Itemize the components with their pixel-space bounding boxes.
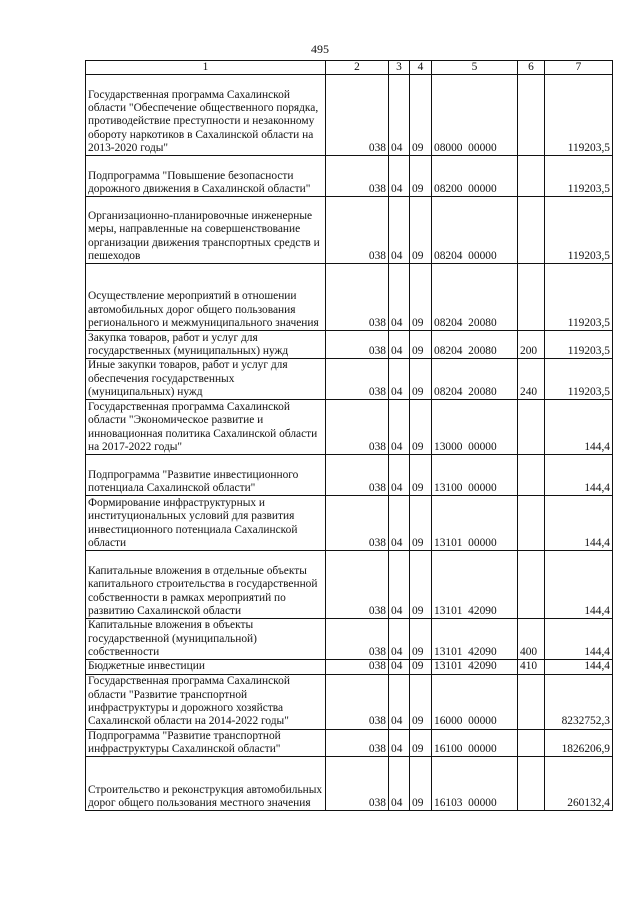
- row-subsection-cell: 09: [410, 75, 432, 156]
- row-code-cell: 038: [326, 619, 389, 660]
- row-section-cell: 04: [389, 496, 410, 551]
- row-subsection-cell: 09: [410, 455, 432, 496]
- row-expense-type-cell: [518, 455, 545, 496]
- header-col-5: 5: [432, 61, 518, 75]
- row-subsection-cell: 09: [410, 660, 432, 674]
- row-expense-type-cell: [518, 729, 545, 757]
- budget-table: [85, 60, 613, 811]
- row-target-code-cell: 13101 42090: [432, 660, 518, 674]
- row-expense-type-cell: [518, 496, 545, 551]
- row-section-cell: 04: [389, 729, 410, 757]
- row-subsection-cell: 09: [410, 674, 432, 729]
- row-name-cell: Строительство и реконструкция автомобильных дорог общего пользования местного значения: [86, 757, 326, 811]
- row-subsection-cell: 09: [410, 400, 432, 455]
- table-row: [86, 359, 613, 400]
- table-row: [86, 75, 613, 156]
- row-code-cell: 038: [326, 331, 389, 359]
- row-target-code-cell: 13101 42090: [432, 551, 518, 619]
- row-target-code-cell: 08204 20080: [432, 331, 518, 359]
- row-amount-cell: 144,4: [545, 660, 613, 674]
- row-name-cell: Государственная программа Сахалинской области "Экономическое развитие и инновационная политика Сахалинской области на 2017-2022 годы": [86, 400, 326, 455]
- row-expense-type-cell: [518, 197, 545, 264]
- row-code-cell: 038: [326, 359, 389, 400]
- row-subsection-cell: 09: [410, 264, 432, 331]
- row-expense-type-cell: [518, 757, 545, 811]
- row-target-code-cell: 13000 00000: [432, 400, 518, 455]
- row-target-code-cell: 13100 00000: [432, 455, 518, 496]
- table-row: [86, 264, 613, 331]
- header-row: [86, 61, 613, 75]
- row-code-cell: 038: [326, 156, 389, 197]
- row-section-cell: 04: [389, 75, 410, 156]
- row-target-code-cell: 08204 20080: [432, 264, 518, 331]
- page-number: 495: [311, 42, 329, 56]
- row-subsection-cell: 09: [410, 619, 432, 660]
- row-amount-cell: 119203,5: [545, 331, 613, 359]
- row-section-cell: 04: [389, 551, 410, 619]
- row-code-cell: 038: [326, 757, 389, 811]
- row-target-code-cell: 13101 00000: [432, 496, 518, 551]
- table-row: [86, 551, 613, 619]
- row-code-cell: 038: [326, 264, 389, 331]
- row-name-cell: Государственная программа Сахалинской области "Развитие транспортной инфраструктуры и дорожного хозяйства Сахалинской области на 2014-2022 годы": [86, 674, 326, 729]
- row-name-cell: Подпрограмма "Развитие транспортной инфраструктуры Сахалинской области": [86, 729, 326, 757]
- table-row: [86, 156, 613, 197]
- table-row: [86, 197, 613, 264]
- row-name-cell: Капитальные вложения в отдельные объекты капитального строительства в государственной собственности в рамках мероприятий по развитию Сахалинской области: [86, 551, 326, 619]
- table-row: [86, 400, 613, 455]
- row-amount-cell: 119203,5: [545, 156, 613, 197]
- table-row: [86, 496, 613, 551]
- row-subsection-cell: 09: [410, 197, 432, 264]
- table-row: [86, 455, 613, 496]
- row-section-cell: 04: [389, 660, 410, 674]
- row-name-cell: Капитальные вложения в объекты государственной (муниципальной) собственности: [86, 619, 326, 660]
- row-name-cell: Государственная программа Сахалинской области "Обеспечение общественного порядка, противодействие преступности и незаконному обороту наркотиков в Сахалинской области на 2013-2020 годы": [86, 75, 326, 156]
- table-row: [86, 674, 613, 729]
- row-subsection-cell: 09: [410, 757, 432, 811]
- row-section-cell: 04: [389, 400, 410, 455]
- header-col-6: 6: [518, 61, 545, 75]
- header-col-3: 3: [389, 61, 410, 75]
- table-row: [86, 660, 613, 674]
- row-subsection-cell: 09: [410, 496, 432, 551]
- table-row: [86, 619, 613, 660]
- row-amount-cell: 8232752,3: [545, 674, 613, 729]
- row-amount-cell: 119203,5: [545, 264, 613, 331]
- row-section-cell: 04: [389, 264, 410, 331]
- header-col-4: 4: [410, 61, 432, 75]
- header-col-7: 7: [545, 61, 613, 75]
- row-code-cell: 038: [326, 729, 389, 757]
- row-amount-cell: 144,4: [545, 455, 613, 496]
- row-amount-cell: 1826206,9: [545, 729, 613, 757]
- table-body: [86, 75, 613, 811]
- row-target-code-cell: 08204 00000: [432, 197, 518, 264]
- row-name-cell: Организационно-планировочные инженерные меры, направленные на совершенствование организации движения транспортных средств и пешеходов: [86, 197, 326, 264]
- row-amount-cell: 119203,5: [545, 359, 613, 400]
- row-code-cell: 038: [326, 455, 389, 496]
- row-expense-type-cell: [518, 674, 545, 729]
- row-name-cell: Подпрограмма "Повышение безопасности дорожного движения в Сахалинской области": [86, 156, 326, 197]
- row-name-cell: Иные закупки товаров, работ и услуг для обеспечения государственных (муниципальных) нужд: [86, 359, 326, 400]
- row-amount-cell: 260132,4: [545, 757, 613, 811]
- row-section-cell: 04: [389, 619, 410, 660]
- row-section-cell: 04: [389, 455, 410, 496]
- row-code-cell: 038: [326, 674, 389, 729]
- row-code-cell: 038: [326, 660, 389, 674]
- row-expense-type-cell: 200: [518, 331, 545, 359]
- row-name-cell: Осуществление мероприятий в отношении автомобильных дорог общего пользования регионального и межмуниципального значения: [86, 264, 326, 331]
- row-section-cell: 04: [389, 197, 410, 264]
- row-expense-type-cell: [518, 156, 545, 197]
- row-subsection-cell: 09: [410, 359, 432, 400]
- header-col-1: 1: [86, 61, 326, 75]
- row-expense-type-cell: 400: [518, 619, 545, 660]
- row-subsection-cell: 09: [410, 729, 432, 757]
- row-section-cell: 04: [389, 359, 410, 400]
- row-code-cell: 038: [326, 75, 389, 156]
- row-target-code-cell: 08000 00000: [432, 75, 518, 156]
- row-target-code-cell: 08200 00000: [432, 156, 518, 197]
- row-expense-type-cell: 240: [518, 359, 545, 400]
- row-code-cell: 038: [326, 400, 389, 455]
- row-amount-cell: 144,4: [545, 619, 613, 660]
- row-code-cell: 038: [326, 197, 389, 264]
- row-name-cell: Формирование инфраструктурных и институциональных условий для развития инвестиционного потенциала Сахалинской области: [86, 496, 326, 551]
- row-target-code-cell: 16103 00000: [432, 757, 518, 811]
- row-section-cell: 04: [389, 674, 410, 729]
- row-section-cell: 04: [389, 757, 410, 811]
- row-code-cell: 038: [326, 496, 389, 551]
- row-subsection-cell: 09: [410, 156, 432, 197]
- row-section-cell: 04: [389, 156, 410, 197]
- row-name-cell: Подпрограмма "Развитие инвестиционного потенциала Сахалинской области": [86, 455, 326, 496]
- table-row: [86, 729, 613, 757]
- table-row: [86, 331, 613, 359]
- row-target-code-cell: 16100 00000: [432, 729, 518, 757]
- row-expense-type-cell: [518, 551, 545, 619]
- row-amount-cell: 119203,5: [545, 197, 613, 264]
- row-expense-type-cell: 410: [518, 660, 545, 674]
- row-name-cell: Закупка товаров, работ и услуг для государственных (муниципальных) нужд: [86, 331, 326, 359]
- row-target-code-cell: 08204 20080: [432, 359, 518, 400]
- row-name-cell: Бюджетные инвестиции: [86, 660, 326, 674]
- row-target-code-cell: 16000 00000: [432, 674, 518, 729]
- row-amount-cell: 144,4: [545, 400, 613, 455]
- row-amount-cell: 119203,5: [545, 75, 613, 156]
- row-code-cell: 038: [326, 551, 389, 619]
- row-subsection-cell: 09: [410, 331, 432, 359]
- header-col-2: 2: [326, 61, 389, 75]
- row-expense-type-cell: [518, 264, 545, 331]
- row-target-code-cell: 13101 42090: [432, 619, 518, 660]
- row-section-cell: 04: [389, 331, 410, 359]
- table-row: [86, 757, 613, 811]
- row-amount-cell: 144,4: [545, 551, 613, 619]
- row-amount-cell: 144,4: [545, 496, 613, 551]
- row-expense-type-cell: [518, 75, 545, 156]
- row-expense-type-cell: [518, 400, 545, 455]
- row-subsection-cell: 09: [410, 551, 432, 619]
